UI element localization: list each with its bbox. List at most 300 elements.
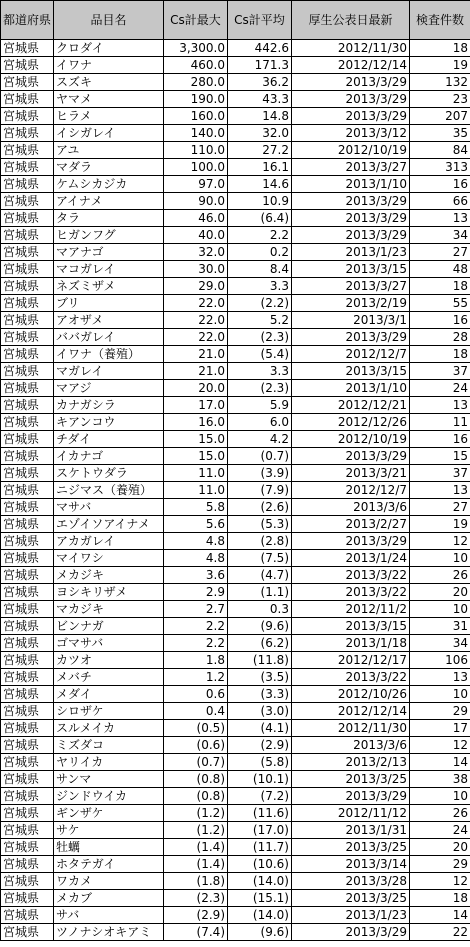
cs-max-cell: 40.0 [164, 227, 228, 244]
table-row [1, 890, 470, 907]
latest-date-cell: 2013/1/18 [292, 635, 410, 652]
item-name-cell: クロダイ [54, 40, 164, 57]
prefecture-cell: 宮城県 [1, 499, 54, 516]
latest-date-cell: 2013/2/27 [292, 516, 410, 533]
latest-date-cell: 2013/1/23 [292, 907, 410, 924]
item-name-cell: ワカメ [54, 873, 164, 890]
item-name-cell: 牡蠣 [54, 839, 164, 856]
prefecture-cell: 宮城県 [1, 652, 54, 669]
cs-avg-cell: 0.2 [228, 244, 292, 261]
cs-avg-cell: 27.2 [228, 142, 292, 159]
test-count-cell: 22 [410, 924, 470, 941]
cs-max-cell: 21.0 [164, 346, 228, 363]
test-count-cell: 13 [410, 482, 470, 499]
cs-max-cell: (7.4) [164, 924, 228, 941]
item-name-cell: シロザケ [54, 703, 164, 720]
cs-avg-cell: (5.8) [228, 754, 292, 771]
cs-max-cell: 16.0 [164, 414, 228, 431]
table-row [1, 40, 470, 57]
header-item-name: 品目名 [54, 1, 164, 40]
prefecture-cell: 宮城県 [1, 193, 54, 210]
cs-max-cell: 110.0 [164, 142, 228, 159]
table-row [1, 329, 470, 346]
item-name-cell: ヤマメ [54, 91, 164, 108]
test-count-cell: 29 [410, 703, 470, 720]
prefecture-cell: 宮城県 [1, 176, 54, 193]
cs-max-cell: 90.0 [164, 193, 228, 210]
table-row [1, 754, 470, 771]
table-row [1, 839, 470, 856]
prefecture-cell: 宮城県 [1, 754, 54, 771]
table-row [1, 312, 470, 329]
cs-avg-cell: (3.5) [228, 669, 292, 686]
cs-max-cell: 190.0 [164, 91, 228, 108]
cs-avg-cell: 8.4 [228, 261, 292, 278]
latest-date-cell: 2013/3/29 [292, 210, 410, 227]
test-count-cell: 13 [410, 210, 470, 227]
test-count-cell: 11 [410, 414, 470, 431]
item-name-cell: スズキ [54, 74, 164, 91]
cs-max-cell: 3,300.0 [164, 40, 228, 57]
latest-date-cell: 2013/3/27 [292, 159, 410, 176]
test-count-cell: 84 [410, 142, 470, 159]
test-count-cell: 13 [410, 669, 470, 686]
table-row [1, 176, 470, 193]
cs-max-cell: 1.2 [164, 669, 228, 686]
table-row [1, 397, 470, 414]
latest-date-cell: 2013/1/24 [292, 550, 410, 567]
cs-max-cell: 140.0 [164, 125, 228, 142]
latest-date-cell: 2013/3/27 [292, 278, 410, 295]
table-row [1, 380, 470, 397]
prefecture-cell: 宮城県 [1, 550, 54, 567]
latest-date-cell: 2012/11/30 [292, 40, 410, 57]
item-name-cell: ブリ [54, 295, 164, 312]
latest-date-cell: 2012/12/14 [292, 703, 410, 720]
latest-date-cell: 2013/3/6 [292, 737, 410, 754]
item-name-cell: マイワシ [54, 550, 164, 567]
table-row [1, 805, 470, 822]
table-row [1, 737, 470, 754]
latest-date-cell: 2012/12/17 [292, 652, 410, 669]
item-name-cell: ババガレイ [54, 329, 164, 346]
cs-max-cell: 20.0 [164, 380, 228, 397]
table-row [1, 924, 470, 941]
item-name-cell: チダイ [54, 431, 164, 448]
table-row [1, 856, 470, 873]
table-row [1, 533, 470, 550]
prefecture-cell: 宮城県 [1, 584, 54, 601]
cs-max-cell: 0.6 [164, 686, 228, 703]
cs-max-cell: (1.4) [164, 856, 228, 873]
cs-avg-cell: 3.3 [228, 363, 292, 380]
table-row [1, 414, 470, 431]
prefecture-cell: 宮城県 [1, 57, 54, 74]
cs-max-cell: (0.6) [164, 737, 228, 754]
table-row [1, 720, 470, 737]
test-count-cell: 24 [410, 380, 470, 397]
test-count-cell: 17 [410, 720, 470, 737]
cs-avg-cell: (1.1) [228, 584, 292, 601]
table-row [1, 465, 470, 482]
test-count-cell: 10 [410, 550, 470, 567]
cs-avg-cell: (7.2) [228, 788, 292, 805]
cs-avg-cell: (0.7) [228, 448, 292, 465]
test-count-cell: 18 [410, 890, 470, 907]
cs-avg-cell: (6.2) [228, 635, 292, 652]
cs-max-cell: 100.0 [164, 159, 228, 176]
table-row [1, 499, 470, 516]
cs-avg-cell: 10.9 [228, 193, 292, 210]
table-row [1, 448, 470, 465]
prefecture-cell: 宮城県 [1, 890, 54, 907]
header-cs-max: Cs計最大 [164, 1, 228, 40]
test-count-cell: 313 [410, 159, 470, 176]
latest-date-cell: 2013/3/25 [292, 771, 410, 788]
table-row [1, 244, 470, 261]
table-row [1, 635, 470, 652]
test-count-cell: 23 [410, 91, 470, 108]
cs-max-cell: 11.0 [164, 482, 228, 499]
cs-avg-cell: (4.1) [228, 720, 292, 737]
prefecture-cell: 宮城県 [1, 210, 54, 227]
table-row [1, 907, 470, 924]
test-count-cell: 48 [410, 261, 470, 278]
test-count-cell: 132 [410, 74, 470, 91]
item-name-cell: ゴマサバ [54, 635, 164, 652]
cs-avg-cell: (2.6) [228, 499, 292, 516]
table-row [1, 227, 470, 244]
latest-date-cell: 2013/3/28 [292, 873, 410, 890]
test-count-cell: 27 [410, 499, 470, 516]
item-name-cell: メバチ [54, 669, 164, 686]
item-name-cell: サバ [54, 907, 164, 924]
item-name-cell: ジンドウイカ [54, 788, 164, 805]
prefecture-cell: 宮城県 [1, 856, 54, 873]
item-name-cell: メカブ [54, 890, 164, 907]
cs-avg-cell: 43.3 [228, 91, 292, 108]
table-row [1, 550, 470, 567]
table-row [1, 346, 470, 363]
table-row [1, 125, 470, 142]
latest-date-cell: 2013/2/13 [292, 754, 410, 771]
cs-max-cell: 97.0 [164, 176, 228, 193]
cs-max-cell: 22.0 [164, 329, 228, 346]
latest-date-cell: 2013/1/23 [292, 244, 410, 261]
latest-date-cell: 2013/3/29 [292, 91, 410, 108]
prefecture-cell: 宮城県 [1, 312, 54, 329]
test-count-cell: 35 [410, 125, 470, 142]
test-count-cell: 14 [410, 754, 470, 771]
item-name-cell: エゾイソアイナメ [54, 516, 164, 533]
cs-avg-cell: (11.8) [228, 652, 292, 669]
item-name-cell: ヤリイカ [54, 754, 164, 771]
latest-date-cell: 2012/12/21 [292, 397, 410, 414]
test-count-cell: 19 [410, 516, 470, 533]
cs-avg-cell: 36.2 [228, 74, 292, 91]
test-count-cell: 18 [410, 346, 470, 363]
table-row [1, 669, 470, 686]
test-count-cell: 12 [410, 737, 470, 754]
cs-avg-cell: (14.0) [228, 907, 292, 924]
item-name-cell: マサバ [54, 499, 164, 516]
prefecture-cell: 宮城県 [1, 346, 54, 363]
cs-avg-cell: (11.7) [228, 839, 292, 856]
item-name-cell: イワナ [54, 57, 164, 74]
latest-date-cell: 2013/1/31 [292, 822, 410, 839]
header-latest-date: 厚生公表日最新 [292, 1, 410, 40]
cs-max-cell: 15.0 [164, 431, 228, 448]
cs-max-cell: (1.2) [164, 805, 228, 822]
cs-max-cell: 15.0 [164, 448, 228, 465]
cs-avg-cell: (2.9) [228, 737, 292, 754]
table-row [1, 91, 470, 108]
item-name-cell: アイナメ [54, 193, 164, 210]
item-name-cell: アユ [54, 142, 164, 159]
cs-max-cell: 21.0 [164, 363, 228, 380]
test-count-cell: 14 [410, 907, 470, 924]
latest-date-cell: 2013/3/15 [292, 261, 410, 278]
cs-max-cell: 4.8 [164, 550, 228, 567]
latest-date-cell: 2012/10/19 [292, 431, 410, 448]
latest-date-cell: 2012/12/7 [292, 346, 410, 363]
item-name-cell: ホタテガイ [54, 856, 164, 873]
prefecture-cell: 宮城県 [1, 465, 54, 482]
cs-max-cell: 22.0 [164, 312, 228, 329]
test-count-cell: 26 [410, 567, 470, 584]
cs-avg-cell: 6.0 [228, 414, 292, 431]
test-count-cell: 28 [410, 329, 470, 346]
item-name-cell: ミズダコ [54, 737, 164, 754]
item-name-cell: ヨシキリザメ [54, 584, 164, 601]
table-row [1, 142, 470, 159]
cs-avg-cell: (2.2) [228, 295, 292, 312]
item-name-cell: スケトウダラ [54, 465, 164, 482]
cs-max-cell: (0.7) [164, 754, 228, 771]
prefecture-cell: 宮城県 [1, 414, 54, 431]
header-cs-avg: Cs計平均 [228, 1, 292, 40]
latest-date-cell: 2013/3/29 [292, 788, 410, 805]
table-row [1, 193, 470, 210]
item-name-cell: マカジキ [54, 601, 164, 618]
cs-max-cell: 1.8 [164, 652, 228, 669]
table-row [1, 686, 470, 703]
item-name-cell: メカジキ [54, 567, 164, 584]
item-name-cell: ニジマス（養殖） [54, 482, 164, 499]
prefecture-cell: 宮城県 [1, 159, 54, 176]
item-name-cell: ケムシカジカ [54, 176, 164, 193]
latest-date-cell: 2012/11/30 [292, 720, 410, 737]
cs-avg-cell: 32.0 [228, 125, 292, 142]
prefecture-cell: 宮城県 [1, 822, 54, 839]
prefecture-cell: 宮城県 [1, 482, 54, 499]
test-count-cell: 10 [410, 601, 470, 618]
test-count-cell: 207 [410, 108, 470, 125]
table-row [1, 108, 470, 125]
test-count-cell: 38 [410, 771, 470, 788]
cs-max-cell: (1.4) [164, 839, 228, 856]
item-name-cell: タラ [54, 210, 164, 227]
prefecture-cell: 宮城県 [1, 839, 54, 856]
prefecture-cell: 宮城県 [1, 788, 54, 805]
cs-max-cell: (0.8) [164, 788, 228, 805]
prefecture-cell: 宮城県 [1, 601, 54, 618]
test-count-cell: 37 [410, 465, 470, 482]
prefecture-cell: 宮城県 [1, 278, 54, 295]
latest-date-cell: 2012/10/26 [292, 686, 410, 703]
item-name-cell: サケ [54, 822, 164, 839]
item-name-cell: カナガシラ [54, 397, 164, 414]
test-count-cell: 66 [410, 193, 470, 210]
table-row [1, 159, 470, 176]
latest-date-cell: 2013/3/14 [292, 856, 410, 873]
table-row [1, 873, 470, 890]
cs-max-cell: 460.0 [164, 57, 228, 74]
cs-avg-cell: 14.8 [228, 108, 292, 125]
test-count-cell: 10 [410, 788, 470, 805]
test-count-cell: 34 [410, 227, 470, 244]
table-row [1, 482, 470, 499]
table-row [1, 618, 470, 635]
cs-max-cell: 2.9 [164, 584, 228, 601]
item-name-cell: ギンザケ [54, 805, 164, 822]
item-name-cell: マアナゴ [54, 244, 164, 261]
cs-avg-cell: 0.3 [228, 601, 292, 618]
item-name-cell: マコガレイ [54, 261, 164, 278]
cs-max-cell: 22.0 [164, 295, 228, 312]
prefecture-cell: 宮城県 [1, 771, 54, 788]
prefecture-cell: 宮城県 [1, 380, 54, 397]
latest-date-cell: 2013/1/10 [292, 380, 410, 397]
item-name-cell: マアジ [54, 380, 164, 397]
latest-date-cell: 2012/11/12 [292, 805, 410, 822]
header-prefecture: 都道府県 [1, 1, 54, 40]
header-test-count: 検査件数 [410, 1, 470, 40]
table-row [1, 822, 470, 839]
item-name-cell: イワナ（養殖） [54, 346, 164, 363]
cs-avg-cell: (4.7) [228, 567, 292, 584]
cs-max-cell: 160.0 [164, 108, 228, 125]
prefecture-cell: 宮城県 [1, 125, 54, 142]
test-count-cell: 29 [410, 856, 470, 873]
cs-avg-cell: (2.3) [228, 380, 292, 397]
item-name-cell: ヒラメ [54, 108, 164, 125]
cs-max-cell: 46.0 [164, 210, 228, 227]
prefecture-cell: 宮城県 [1, 805, 54, 822]
test-count-cell: 12 [410, 873, 470, 890]
cs-avg-cell: 14.6 [228, 176, 292, 193]
table-row [1, 210, 470, 227]
item-name-cell: サンマ [54, 771, 164, 788]
cs-max-cell: 5.8 [164, 499, 228, 516]
cs-max-cell: (1.8) [164, 873, 228, 890]
test-count-cell: 20 [410, 839, 470, 856]
test-count-cell: 18 [410, 278, 470, 295]
latest-date-cell: 2013/1/10 [292, 176, 410, 193]
latest-date-cell: 2013/3/22 [292, 584, 410, 601]
table-row [1, 74, 470, 91]
latest-date-cell: 2012/12/7 [292, 482, 410, 499]
cs-avg-cell: (9.6) [228, 618, 292, 635]
prefecture-cell: 宮城県 [1, 431, 54, 448]
cs-avg-cell: (7.9) [228, 482, 292, 499]
item-name-cell: マガレイ [54, 363, 164, 380]
cs-avg-cell: (14.0) [228, 873, 292, 890]
prefecture-cell: 宮城県 [1, 448, 54, 465]
cs-avg-cell: 4.2 [228, 431, 292, 448]
cs-avg-cell: (5.4) [228, 346, 292, 363]
test-count-cell: 15 [410, 448, 470, 465]
cs-max-cell: (0.8) [164, 771, 228, 788]
table-body [1, 40, 470, 941]
cs-avg-cell: 16.1 [228, 159, 292, 176]
item-name-cell: スルメイカ [54, 720, 164, 737]
latest-date-cell: 2013/3/1 [292, 312, 410, 329]
table-row [1, 703, 470, 720]
prefecture-cell: 宮城県 [1, 40, 54, 57]
latest-date-cell: 2013/3/15 [292, 618, 410, 635]
latest-date-cell: 2013/3/22 [292, 669, 410, 686]
latest-date-cell: 2013/3/29 [292, 329, 410, 346]
test-count-cell: 16 [410, 176, 470, 193]
cs-max-cell: 32.0 [164, 244, 228, 261]
prefecture-cell: 宮城県 [1, 873, 54, 890]
item-name-cell: マダラ [54, 159, 164, 176]
cs-avg-cell: (3.9) [228, 465, 292, 482]
prefecture-cell: 宮城県 [1, 261, 54, 278]
header-row [1, 1, 470, 40]
prefecture-cell: 宮城県 [1, 91, 54, 108]
cs-max-cell: 280.0 [164, 74, 228, 91]
cs-max-cell: 0.4 [164, 703, 228, 720]
cs-avg-cell: (11.6) [228, 805, 292, 822]
table-row [1, 57, 470, 74]
test-count-cell: 16 [410, 312, 470, 329]
item-name-cell: アオザメ [54, 312, 164, 329]
latest-date-cell: 2013/3/29 [292, 227, 410, 244]
prefecture-cell: 宮城県 [1, 618, 54, 635]
cs-avg-cell: 442.6 [228, 40, 292, 57]
latest-date-cell: 2013/3/29 [292, 533, 410, 550]
test-count-cell: 26 [410, 805, 470, 822]
test-count-cell: 31 [410, 618, 470, 635]
cs-avg-cell: (2.8) [228, 533, 292, 550]
latest-date-cell: 2013/3/6 [292, 499, 410, 516]
prefecture-cell: 宮城県 [1, 142, 54, 159]
cs-avg-cell: 5.9 [228, 397, 292, 414]
prefecture-cell: 宮城県 [1, 567, 54, 584]
test-count-cell: 55 [410, 295, 470, 312]
table-row [1, 295, 470, 312]
latest-date-cell: 2013/3/15 [292, 363, 410, 380]
cs-avg-cell: (3.3) [228, 686, 292, 703]
test-count-cell: 34 [410, 635, 470, 652]
table-row [1, 567, 470, 584]
latest-date-cell: 2012/11/2 [292, 601, 410, 618]
latest-date-cell: 2013/2/19 [292, 295, 410, 312]
prefecture-cell: 宮城県 [1, 737, 54, 754]
prefecture-cell: 宮城県 [1, 686, 54, 703]
item-name-cell: ヒガンフグ [54, 227, 164, 244]
prefecture-cell: 宮城県 [1, 244, 54, 261]
cs-max-cell: 4.8 [164, 533, 228, 550]
item-name-cell: アカガレイ [54, 533, 164, 550]
table-row [1, 584, 470, 601]
cs-max-cell: 3.6 [164, 567, 228, 584]
cs-avg-cell: (7.5) [228, 550, 292, 567]
cs-avg-cell: (2.3) [228, 329, 292, 346]
prefecture-cell: 宮城県 [1, 108, 54, 125]
